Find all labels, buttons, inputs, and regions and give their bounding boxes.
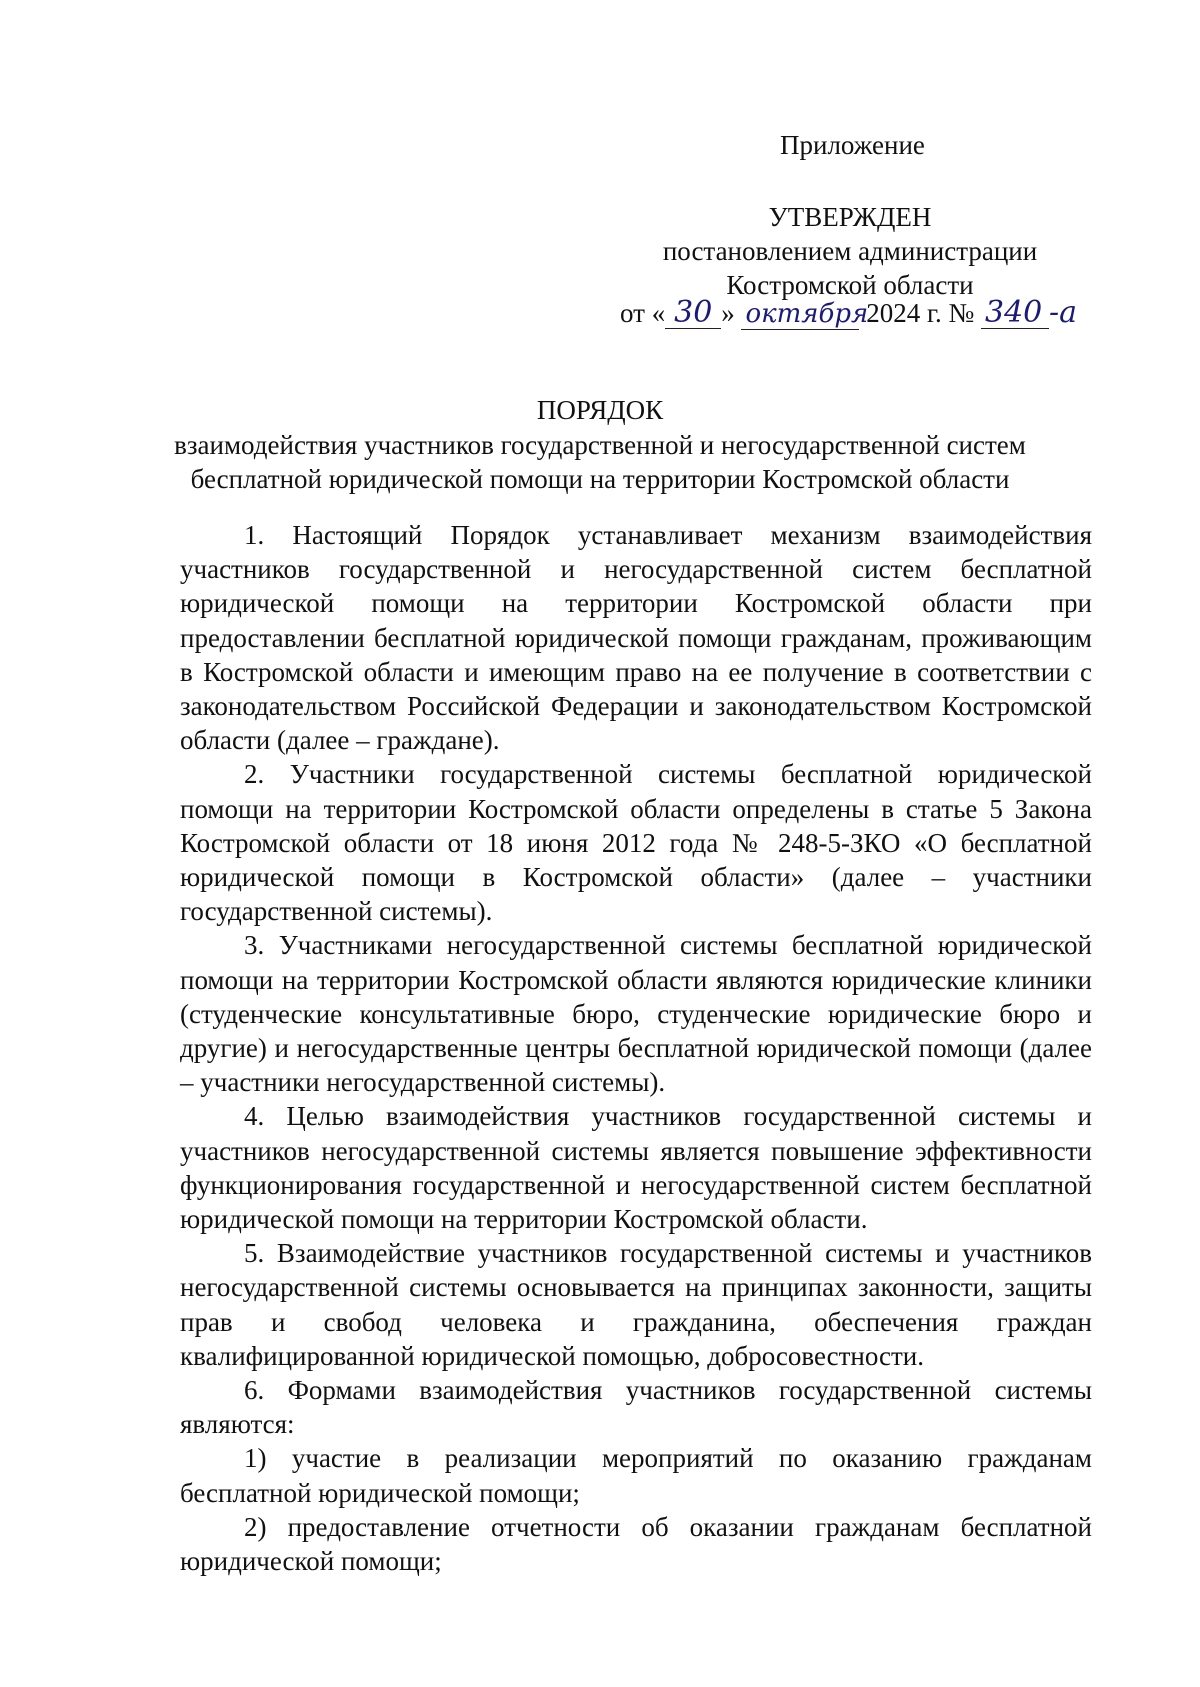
paragraph-6: 6. Формами взаимодействия участников государственной системы являются: (180, 1375, 1092, 1440)
paragraph-4: 4. Целью взаимодействия участников государственной системы и участников негосударственной системы является повышение эффективности функционирования государственной и негосударственной систем бесплатной юридической помощи на территории Костромской области. (180, 1101, 1092, 1235)
approval-date-line (620, 296, 1140, 330)
handwritten-doc-number-suffix: -а (1049, 295, 1078, 330)
handwritten-doc-number: 340 (981, 298, 1049, 329)
date-mid: » (721, 298, 735, 328)
paragraph-2: 2. Участники государственной системы бесплатной юридической помощи на территории Костромской области определены в статье 5 Закона Костромской области от 18 июня 2012 года № 248-5-ЗКО «О бесплатной юридической помощи в Костромской области» (далее – участники государственной системы). (180, 759, 1092, 927)
handwritten-day: 30 (665, 298, 721, 329)
document-body (180, 518, 1092, 1578)
document-subtitle (100, 428, 1100, 496)
paragraph-3: 3. Участниками негосударственной системы бесплатной юридической помощи на территории Костромской области являются юридические клиники (студенческие консультативные бюро, студенческие юридические бюро и другие) и негосударственные центры бесплатной юридической помощи (далее – участники негосударственной системы). (180, 930, 1092, 1098)
approved-by-line-2: Костромской области (726, 270, 974, 300)
date-year: 2024 г. № (866, 298, 975, 328)
list-item-1: 1) участие в реализации мероприятий по оказанию гражданам бесплатной юридической помощи; (180, 1443, 1092, 1508)
approved-heading: УТВЕРЖДЕН (768, 202, 932, 232)
paragraph-5: 5. Взаимодействие участников государственной системы и участников негосударственной системы основывается на принципах законности, защиты прав и свобод человека и гражданина, обеспечения граждан квалифицированной юридической помощью, добросовестности. (180, 1238, 1092, 1371)
approved-by-line-1: постановлением администрации (662, 236, 1038, 266)
subtitle-line-2: бесплатной юридической помощи на территории Костромской области (190, 464, 1010, 494)
appendix-label: Приложение (780, 130, 925, 160)
paragraph-1: 1. Настоящий Порядок устанавливает механизм взаимодействия участников государственной и негосударственной систем бесплатной юридической помощи на территории Костромской области при предоставлении бесплатной юридической помощи гражданам, проживающим в Костромской области и имеющим право на ее получение в соответствии с законодательством Российской Федерации и законодательством Костромской области (далее – граждане). (180, 520, 1092, 756)
approval-block (600, 200, 1100, 302)
subtitle-line-1: взаимодействия участников государственной и негосударственной систем (174, 430, 1026, 460)
handwritten-month: октября (741, 299, 859, 330)
document-title: ПОРЯДОК (536, 395, 664, 425)
list-item-2: 2) предоставление отчетности об оказании гражданам бесплатной юридической помощи; (180, 1511, 1092, 1577)
date-prefix: от « (620, 298, 666, 328)
